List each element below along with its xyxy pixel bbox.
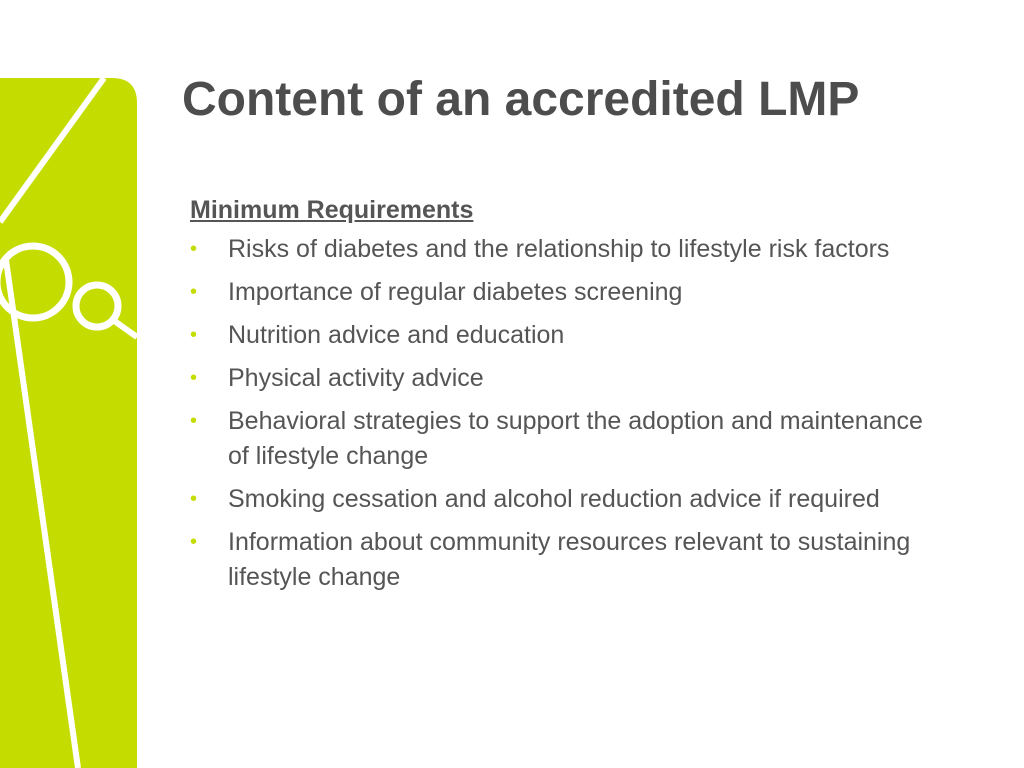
bullet-icon: • bbox=[190, 238, 198, 260]
bullet-icon: • bbox=[190, 531, 198, 553]
list-item bbox=[190, 482, 950, 517]
decorative-sidebar-graphic bbox=[0, 0, 140, 768]
bullet-text: Importance of regular diabetes screening bbox=[228, 278, 683, 306]
bullet-text: Information about community resources relevant to sustaining lifestyle change bbox=[228, 528, 911, 591]
bullet-text: Risks of diabetes and the relationship to lifestyle risk factors bbox=[228, 235, 890, 263]
list-item bbox=[190, 525, 950, 595]
bullet-list bbox=[190, 232, 950, 595]
list-item bbox=[190, 275, 950, 310]
bullet-text: Nutrition advice and education bbox=[228, 321, 565, 349]
bullet-icon: • bbox=[190, 281, 198, 303]
bullet-icon: • bbox=[190, 367, 198, 389]
bullet-text: Behavioral strategies to support the adoption and maintenance of lifestyle change bbox=[228, 407, 923, 470]
list-item bbox=[190, 361, 950, 396]
section-subheading: Minimum Requirements bbox=[190, 196, 474, 224]
slide-title: Content of an accredited LMP bbox=[182, 73, 860, 126]
bullet-text: Physical activity advice bbox=[228, 364, 484, 392]
list-item bbox=[190, 404, 950, 474]
bullet-icon: • bbox=[190, 410, 198, 432]
slide-content bbox=[190, 194, 950, 603]
bullet-icon: • bbox=[190, 488, 198, 510]
bullet-text: Smoking cessation and alcohol reduction advice if required bbox=[228, 485, 880, 513]
bullet-icon: • bbox=[190, 324, 198, 346]
sidebar-panel bbox=[0, 78, 137, 768]
list-item bbox=[190, 318, 950, 353]
list-item bbox=[190, 232, 950, 267]
